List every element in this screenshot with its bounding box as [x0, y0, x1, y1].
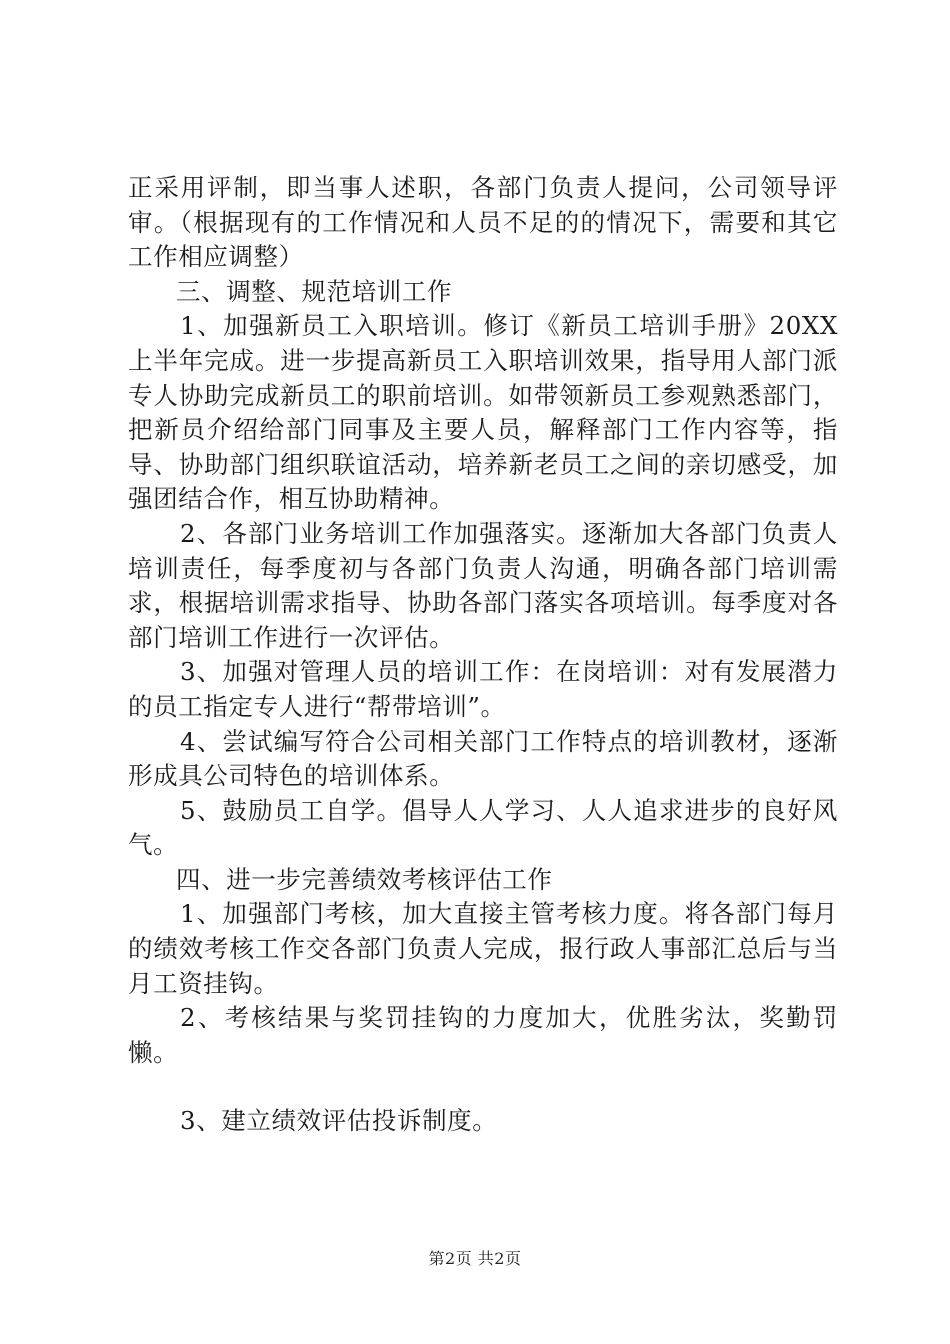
paragraph: 3、加强对管理人员的培训工作：在岗培训：对有发展潜力的员工指定专人进行“帮带培训”。	[128, 657, 838, 721]
paragraph: 1、加强新员工入职培训。修订《新员工培训手册》20XX上半年完成。进一步提高新员工入职培训效果，指导用人部门派专人协助完成新员工的职前培训。如带领新员工参观熟悉部门，把新员介绍给部门同事及主要人员，解释部门工作内容等，指导、协助部门组织联谊活动，培养新老员工之间的亲切感受，加强团结合作，相互协助精神。	[128, 311, 838, 514]
section-heading: 四、进一步完善绩效考核评估工作	[176, 864, 553, 894]
page-number-footer: 第2页 共2页	[428, 1249, 522, 1268]
paragraph: 正采用评制，即当事人述职，各部门负责人提问，公司领导评审。（根据现有的工作情况和人员不足的的情况下，需要和其它工作相应调整）	[128, 173, 838, 272]
document-body	[128, 171, 838, 1139]
paragraph: 5、鼓励员工自学。倡导人人学习、人人追求进步的良好风气。	[128, 795, 838, 860]
section-heading: 三、调整、规范培训工作	[176, 276, 453, 306]
paragraph: 4、尝试编写符合公司相关部门工作特点的培训教材，逐渐形成具公司特色的培训体系。	[128, 726, 838, 791]
paragraph: 3、建立绩效评估投诉制度。	[180, 1106, 498, 1136]
paragraph: 2、各部门业务培训工作加强落实。逐渐加大各部门负责人培训责任，每季度初与各部门负责人沟通，明确各部门培训需求，根据培训需求指导、协助各部门落实各项培训。每季度对各部门培训工作进行一次评估。	[128, 518, 838, 652]
paragraph: 1、加强部门考核，加大直接主管考核力度。将各部门每月的绩效考核工作交各部门负责人完成，报行政人事部汇总后与当月工资挂钩。	[128, 899, 838, 998]
paragraph: 2、考核结果与奖罚挂钩的力度加大，优胜劣汰，奖勤罚懒。	[128, 1003, 838, 1067]
